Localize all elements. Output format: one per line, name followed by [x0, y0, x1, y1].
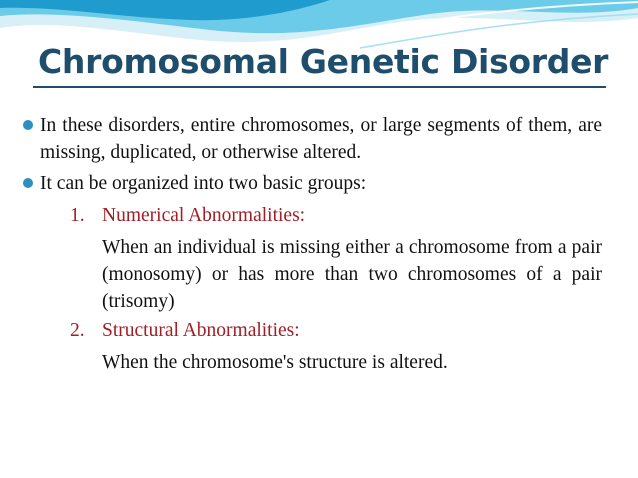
bullet-text: In these disorders, entire chromosomes, or large segments of them, are missing, duplicated, or otherwise altered. [40, 115, 602, 163]
group-number: 1. [70, 205, 85, 226]
group-heading-structural [22, 317, 602, 344]
bullet-item [22, 112, 602, 166]
group-title: Structural Abnormalities: [102, 320, 300, 341]
title-underline [33, 86, 606, 88]
group-title: Numerical Abnormalities: [102, 205, 306, 226]
bullet-dot-icon [23, 178, 33, 188]
slide-title: Chromosomal Genetic Disorder [38, 42, 609, 81]
bullet-item [22, 170, 602, 197]
group-description: When the chromosome's structure is altered. [102, 352, 448, 373]
bullet-text: It can be organized into two basic groups: [40, 173, 367, 194]
slide-body [22, 112, 602, 376]
group-description: When an individual is missing either a chromosome from a pair (monosomy) or has more than two chromosomes of a pair (trisomy) [102, 237, 602, 312]
bullet-dot-icon [23, 120, 33, 130]
group-number: 2. [70, 320, 85, 341]
group-heading-numerical [22, 202, 602, 229]
